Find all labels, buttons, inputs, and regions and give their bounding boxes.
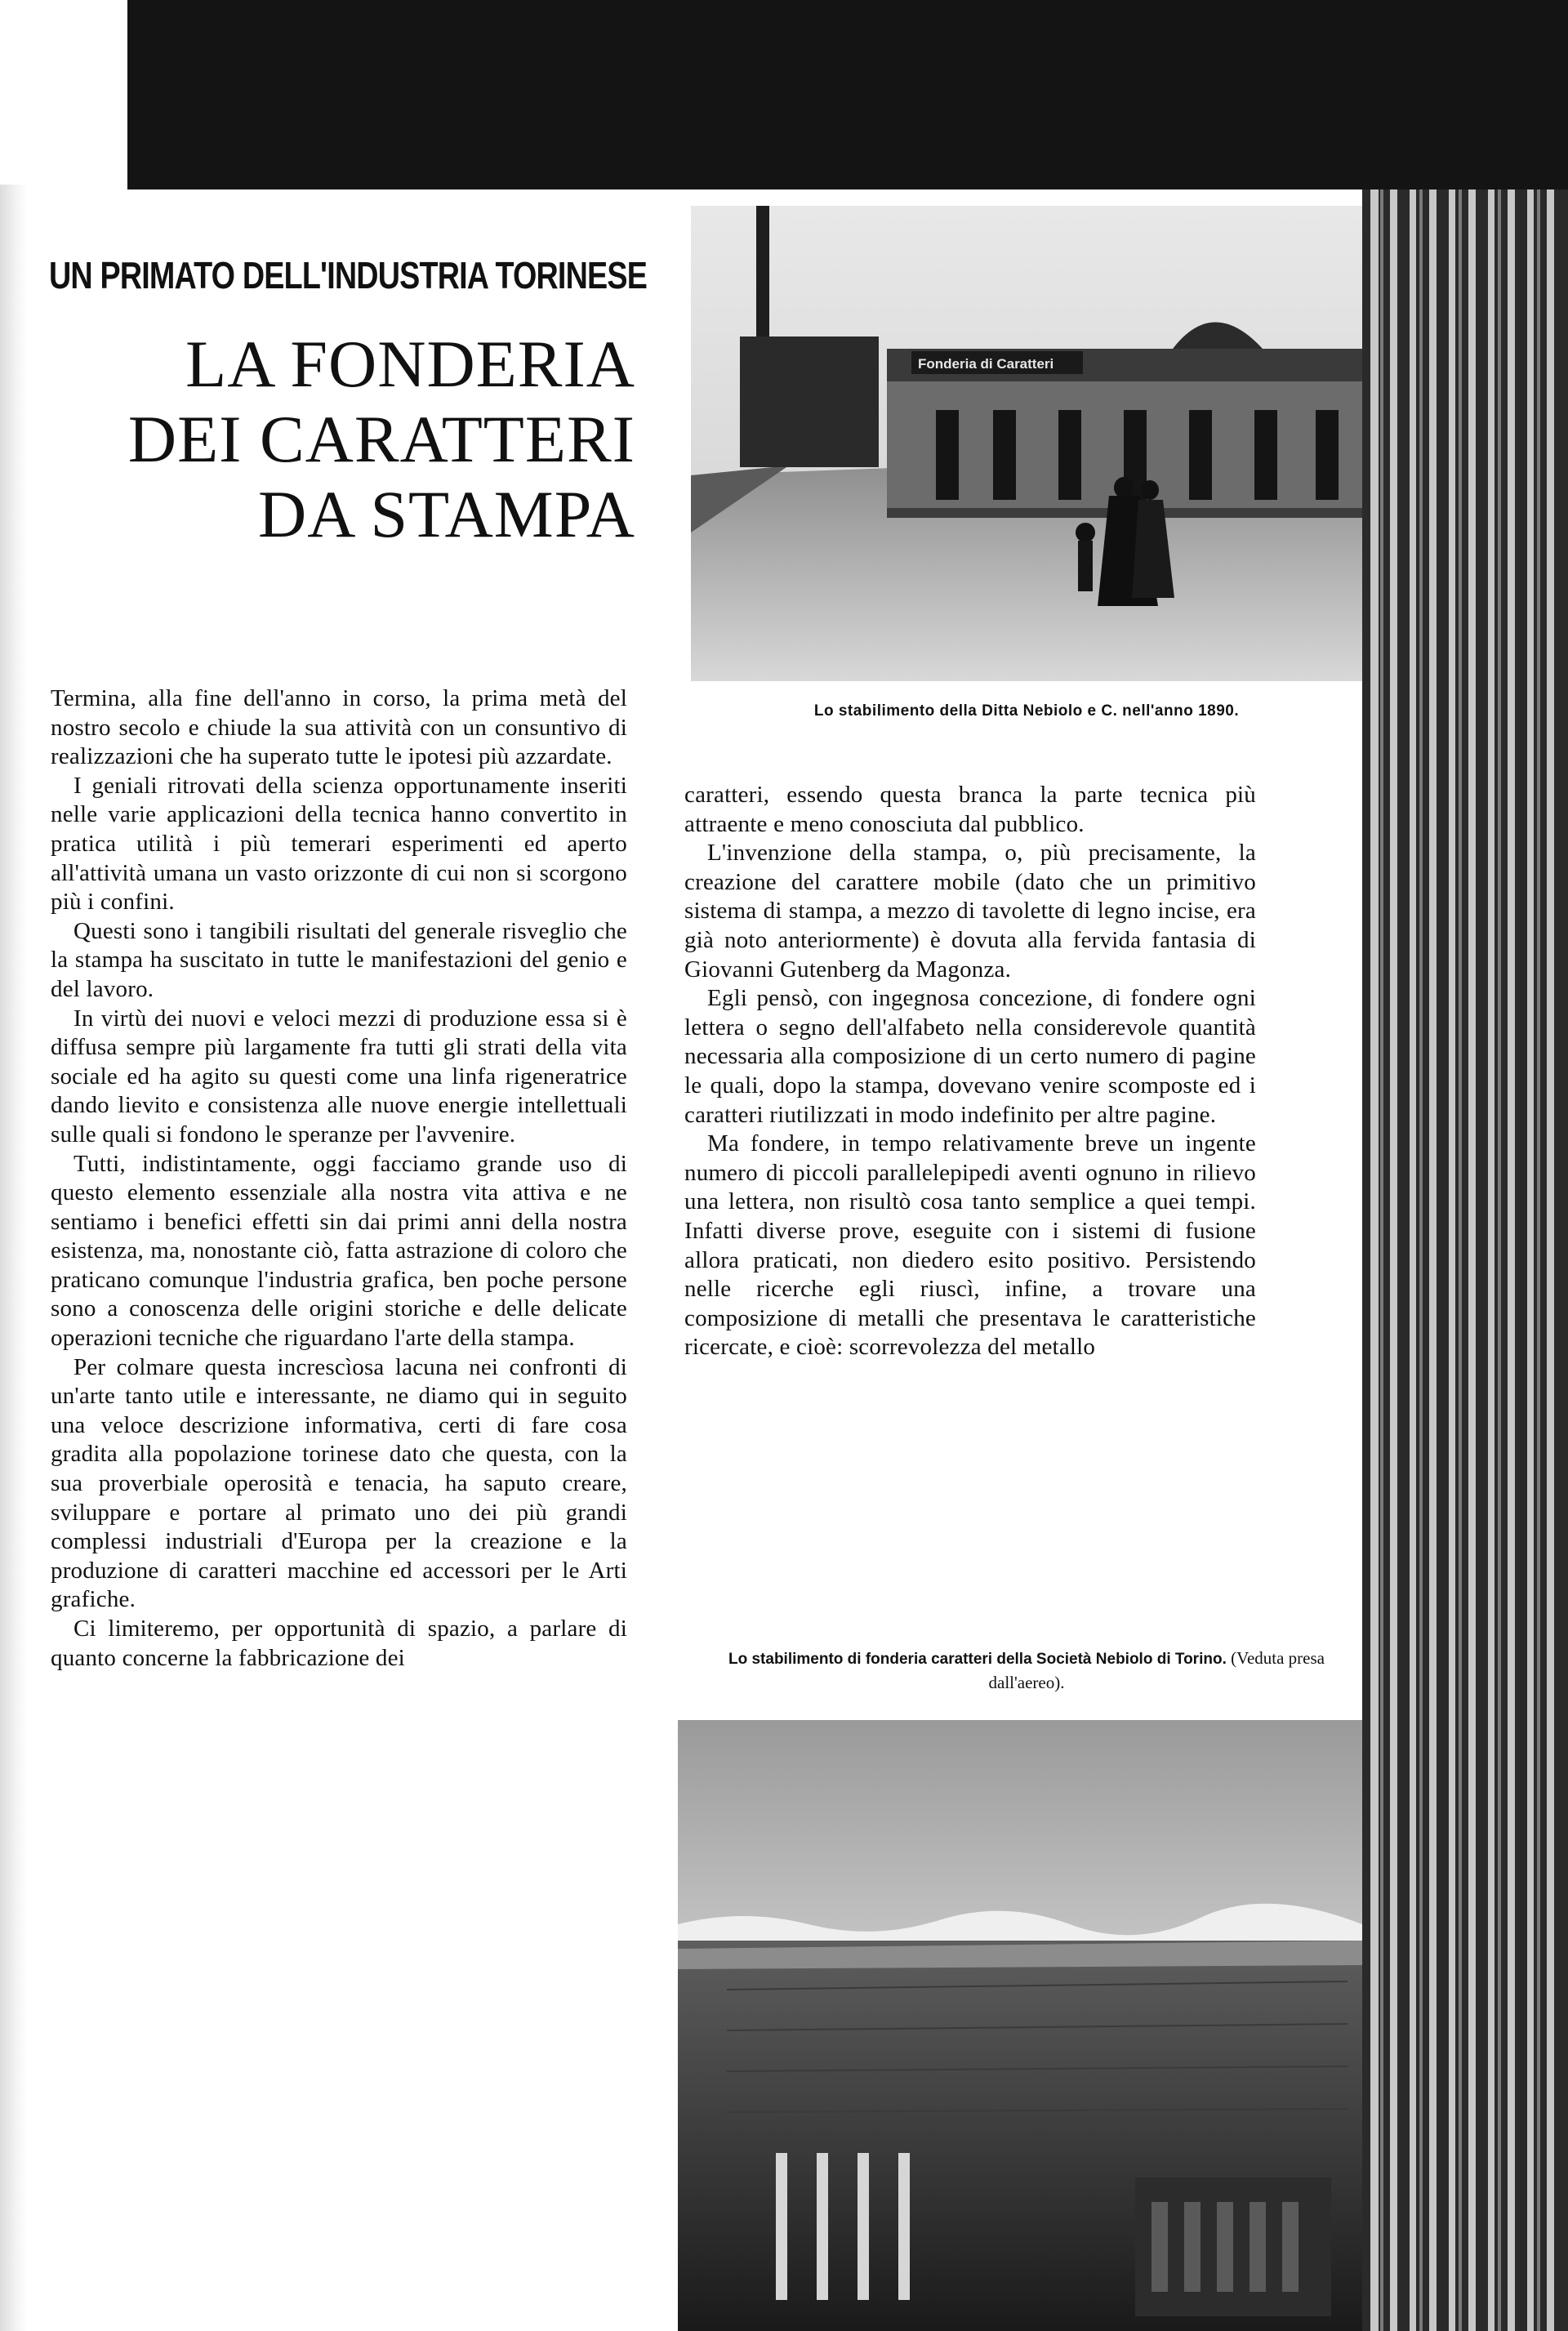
- article-title: [47, 327, 635, 552]
- factory-sign-text: Fonderia di Caratteri: [918, 356, 1054, 372]
- factory-1890-photo: [691, 206, 1362, 681]
- paragraph: In virtù dei nuovi e veloci mezzi di produzione essa si è diffusa sempre più largamente fra tutti gli strati della vita sociale ed ha agito su questi come una linfa rigeneratrice dando lievito e consistenza alle nuove energie intellettuali sulle quali si fondono le speranze per l'avvenire.: [51, 1005, 627, 1148]
- paragraph: Egli pensò, con ingegnosa concezione, di fondere ogni lettera o segno dell'alfabeto nella considerevole quantità necessaria alla composizione di un certo numero di pagine le quali, dopo la stampa, dovevano venire scomposte ed i caratteri riutilizzati in modo indefinito per altre pagine.: [684, 985, 1256, 1128]
- paragraph: Ma fondere, in tempo relativamente breve un ingente numero di piccoli parallelepipedi aventi ognuno in rilievo una lettera, non risultò cosa tanto semplice a quei tempi. Infatti diverse prove, eseguite con i sistemi di fusione allora praticati, non diedero esito positivo. Persistendo nelle ricerche egli riuscì, infine, a trovare una composizione di metalli che presentava le caratteristiche ricercate, e cioè: scorrevolezza del metallo: [684, 1130, 1256, 1361]
- aerial-factory-photo: [678, 1720, 1362, 2331]
- page-stack-edge: [1362, 189, 1568, 2331]
- text-column-right: [684, 781, 1256, 1362]
- paragraph: Termina, alla fine dell'anno in corso, la prima metà del nostro secolo e chiude la sua attività con un consuntivo di realizzazioni che ha superato tutte le ipotesi più azzardate.: [51, 685, 627, 770]
- paragraph: L'invenzione della stampa, o, più precisamente, la creazione del carattere mobile (dato che un primitivo sistema di stampa, a mezzo di tavolette di legno incise, era già noto anteriormente) è dovuta alla fervida fantasia di Giovanni Gutenberg da Magonza.: [684, 840, 1256, 983]
- caption-bold-text: Lo stabilimento di fonderia caratteri della Società Nebiolo di Torino.: [728, 1651, 1227, 1668]
- photo-caption-1890: Lo stabilimento della Ditta Nebiolo e C. nell'anno 1890.: [813, 702, 1240, 720]
- text-column-left: [51, 684, 627, 1673]
- article-kicker: UN PRIMATO DELL'INDUSTRIA TORINESE: [49, 254, 648, 296]
- title-line-2: DEI CARATTERI: [127, 402, 635, 476]
- caption-note-text: (Veduta presa dall'aereo).: [988, 1648, 1325, 1692]
- paragraph: I geniali ritrovati della scienza opportunamente inseriti nelle varie applicazioni della tecnica hanno convertito in pratica utilità i più temerari esperimenti ed aperto all'attività umana un vasto orizzonte di cui non si scorgono più i confini.: [51, 772, 627, 916]
- paragraph: Per colmare questa increscìosa lacuna nei confronti di un'arte tanto utile e interessante, ne diamo qui in seguito una veloce descrizione informativa, certi di fare cosa gradita alla popolazione torinese dato che questa, con la sua proverbiale operosità e tenacia, ha saputo creare, sviluppare e portare al primato uno dei più grandi complessi industriali d'Europa per la creazione e la produzione di caratteri macchine ed accessori per le Arti grafiche.: [51, 1353, 627, 1613]
- page-left-edge: [0, 185, 28, 2331]
- paragraph: Tutti, indistintamente, oggi facciamo grande uso di questo elemento essenziale alla nostra vita attiva e ne sentiamo i benefici effetti sin dai primi anni della nostra esistenza, ma, nonostante ciò, fatta astrazione di coloro che praticano comunque l'industria grafica, ben poche persone sono a conoscenza delle origini storiche e delle delicate operazioni tecniche che riguardano l'arte della stampa.: [51, 1150, 627, 1352]
- dark-margin: [127, 0, 1568, 189]
- top-band: [0, 0, 1568, 189]
- paragraph: caratteri, essendo questa branca la parte tecnica più attraente e meno conosciuta dal pubblico.: [684, 782, 1256, 837]
- title-line-1: LA FONDERIA: [185, 327, 635, 401]
- paragraph: Ci limiteremo, per opportunità di spazio, a parlare di quanto concerne la fabbricazione dei: [51, 1616, 627, 1671]
- paragraph: Questi sono i tangibili risultati del generale risveglio che la stampa ha suscitato in tutte le manifestazioni del genio e del lavoro.: [51, 917, 627, 1002]
- title-line-3: DA STAMPA: [258, 477, 635, 551]
- photo-caption-aerial: [691, 1647, 1362, 1694]
